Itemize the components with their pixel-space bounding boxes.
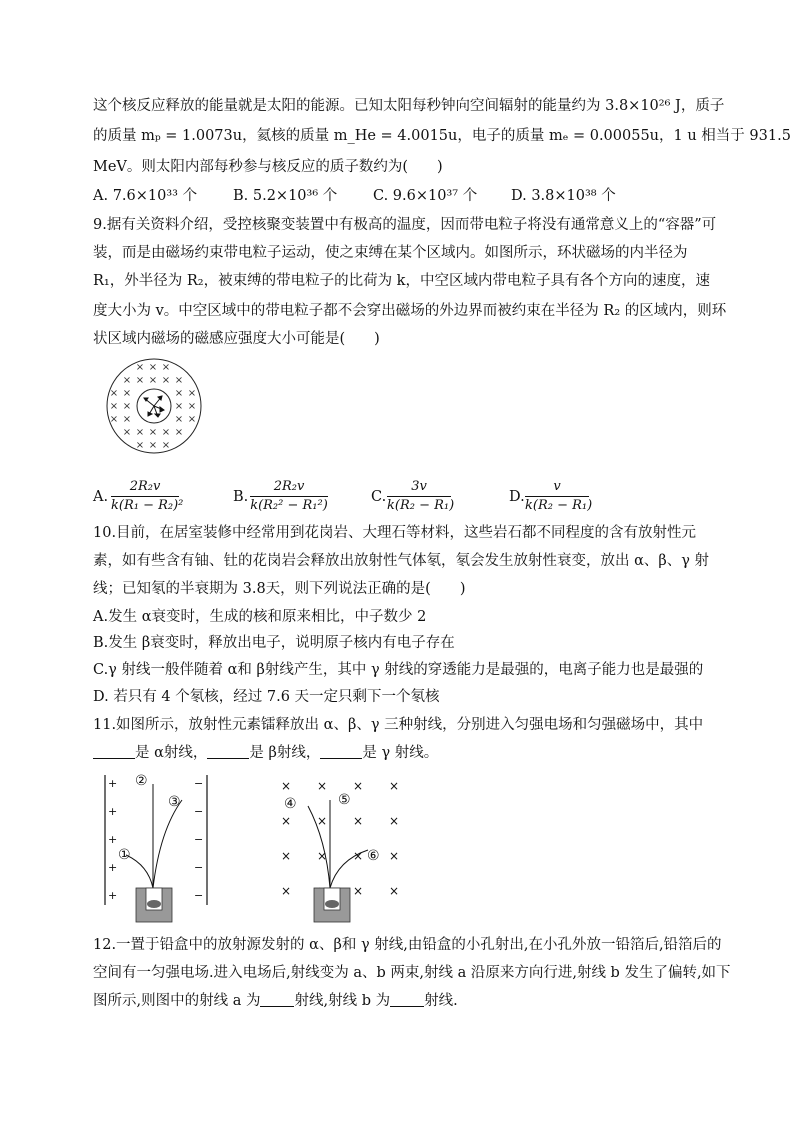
q8-line-3: MeV。则太阳内部每秒参与核反应的质子数约为( ) bbox=[93, 159, 443, 175]
q8-option-b[interactable]: B. 5.2×10³⁶ 个 bbox=[233, 188, 338, 204]
field-cross-mark: × bbox=[122, 375, 132, 386]
q12-seg-2: 射线,射线 b 为 bbox=[294, 993, 391, 1009]
plus-sign: + bbox=[108, 861, 118, 874]
minus-sign: − bbox=[194, 889, 204, 902]
q12-blank-a[interactable] bbox=[260, 992, 294, 1007]
ray-label-4: ④ bbox=[284, 796, 297, 812]
field-cross-mark: × bbox=[135, 375, 145, 386]
q9-line-1: 9.据有关资料介绍，受控核聚变装置中有极高的温度，因而带电粒子将没有通常意义上的“容器”可 bbox=[93, 217, 717, 233]
field-cross-mark: × bbox=[187, 388, 197, 399]
q9-option-a-denominator: k(R₁ − R₂)² bbox=[111, 498, 184, 513]
field-cross-mark: × bbox=[280, 849, 292, 863]
field-cross-mark: × bbox=[187, 414, 197, 425]
field-cross-mark: × bbox=[174, 427, 184, 438]
field-cross-mark: × bbox=[352, 779, 364, 793]
lead-box bbox=[136, 888, 172, 922]
q8-line-1: 这个核反应释放的能量就是太阳的能源。已知太阳每秒钟向空间辐射的能量约为 3.8×10²⁶ J，质子 bbox=[93, 98, 725, 114]
field-cross-mark: × bbox=[352, 849, 364, 863]
field-cross-mark: × bbox=[135, 427, 145, 438]
q9-magnetic-ring-figure bbox=[104, 356, 204, 456]
plus-sign: + bbox=[108, 833, 118, 846]
field-cross-mark: × bbox=[109, 388, 119, 399]
plus-sign: + bbox=[108, 777, 118, 790]
field-cross-mark: × bbox=[161, 427, 171, 438]
field-cross-mark: × bbox=[174, 388, 184, 399]
minus-sign: − bbox=[194, 777, 204, 790]
field-cross-mark: × bbox=[280, 814, 292, 828]
q9-option-c-denominator: k(R₂ − R₁) bbox=[387, 498, 455, 513]
q9-line-4: 度大小为 v。中空区域中的带电粒子都不会穿出磁场的外边界而被约束在半径为 R₂ 的区域内，则环 bbox=[93, 303, 727, 319]
q9-option-a-numerator: 2R₂v bbox=[129, 479, 161, 494]
field-cross-mark: × bbox=[122, 388, 132, 399]
q9-option-c-numerator: 3v bbox=[411, 479, 427, 494]
field-cross-mark: × bbox=[174, 375, 184, 386]
plus-sign: + bbox=[108, 805, 118, 818]
minus-sign: − bbox=[194, 805, 204, 818]
q10-line-3: 线；已知氡的半衰期为 3.8天，则下列说法正确的是( ) bbox=[93, 581, 466, 597]
field-cross-mark: × bbox=[316, 849, 328, 863]
q11-blank-alpha[interactable] bbox=[93, 744, 135, 759]
field-cross-mark: × bbox=[148, 362, 158, 373]
field-cross-mark: × bbox=[161, 362, 171, 373]
q9-option-a-fraction bbox=[111, 478, 184, 515]
q9-option-b-numerator: 2R₂v bbox=[273, 479, 305, 494]
field-cross-mark: × bbox=[148, 440, 158, 451]
minus-sign: − bbox=[194, 861, 204, 874]
q9-option-b-denominator: k(R₂² − R₁²) bbox=[250, 498, 328, 513]
field-cross-mark: × bbox=[352, 814, 364, 828]
q12-line-3 bbox=[93, 992, 458, 1010]
field-cross-mark: × bbox=[388, 779, 400, 793]
field-cross-mark: × bbox=[280, 884, 292, 898]
q11-blank-beta[interactable] bbox=[207, 744, 249, 759]
q9-option-b-label[interactable]: B. bbox=[233, 489, 249, 505]
q9-option-d-numerator: v bbox=[553, 479, 561, 494]
q9-option-d-fraction bbox=[525, 478, 593, 515]
field-cross-mark: × bbox=[174, 401, 184, 412]
q9-line-2: 装，而是由磁场约束带电粒子运动，使之束缚在某个区域内。如图所示，环状磁场的内半径为 bbox=[93, 245, 688, 261]
field-cross-mark: × bbox=[109, 414, 119, 425]
field-cross-mark: × bbox=[316, 779, 328, 793]
q12-line-2: 空间有一匀强电场.进入电场后,射线变为 a、b 两束,射线 a 沿原来方向行进,射线 b 发生了偏转,如下 bbox=[93, 965, 731, 981]
q9-option-d-denominator: k(R₂ − R₁) bbox=[525, 498, 593, 513]
field-cross-mark: × bbox=[122, 401, 132, 412]
q11-seg-a: 是 α射线， bbox=[135, 745, 208, 761]
minus-sign: − bbox=[194, 833, 204, 846]
field-cross-mark: × bbox=[161, 375, 171, 386]
field-cross-mark: × bbox=[148, 375, 158, 386]
q9-options bbox=[93, 478, 713, 518]
field-cross-mark: × bbox=[122, 414, 132, 425]
field-cross-mark: × bbox=[135, 440, 145, 451]
field-cross-mark: × bbox=[135, 362, 145, 373]
field-cross-mark: × bbox=[388, 849, 400, 863]
ray-label-1: ① bbox=[118, 847, 131, 863]
ray-label-5: ⑤ bbox=[338, 792, 351, 808]
field-cross-mark: × bbox=[352, 884, 364, 898]
q9-option-a-label[interactable]: A. bbox=[93, 489, 109, 505]
q11-seg-b: 是 β射线， bbox=[249, 745, 321, 761]
field-cross-mark: × bbox=[109, 401, 119, 412]
q12-seg-3: 射线. bbox=[424, 993, 458, 1009]
field-cross-mark: × bbox=[187, 401, 197, 412]
q11-line-1: 11.如图所示，放射性元素镭释放出 α、β、γ 三种射线，分别进入匀强电场和匀强磁场中，其中 bbox=[93, 717, 704, 733]
q10-line-2: 素，如有些含有铀、钍的花岗岩会释放出放射性气体氡，氡会发生放射性衰变，放出 α、β、γ 射 bbox=[93, 553, 710, 569]
q12-line-1: 12.一置于铅盒中的放射源发射的 α、β和 γ 射线,由铅盒的小孔射出,在小孔外放一铅箔后,铅箔后的 bbox=[93, 937, 722, 953]
q11-blank-gamma[interactable] bbox=[320, 744, 362, 759]
ray-label-3: ③ bbox=[168, 794, 181, 810]
q12-seg-1: 图所示,则图中的射线 a 为 bbox=[93, 993, 261, 1009]
field-cross-mark: × bbox=[122, 427, 132, 438]
plus-sign: + bbox=[108, 889, 118, 902]
field-cross-mark: × bbox=[388, 884, 400, 898]
q9-option-c-label[interactable]: C. bbox=[371, 489, 387, 505]
field-cross-mark: × bbox=[161, 440, 171, 451]
q8-line-2: 的质量 mₚ = 1.0073u，氦核的质量 m_He = 4.0015u，电子的质量 mₑ = 0.00055u，1 u 相当于 931.5 bbox=[93, 128, 791, 144]
q9-line-5: 状区域内磁场的磁感应强度大小可能是( ) bbox=[93, 331, 380, 347]
q10-option-c[interactable]: C.γ 射线一般伴随着 α和 β射线产生，其中 γ 射线的穿透能力是最强的，电离子能力也是最强的 bbox=[93, 662, 704, 678]
q9-option-c-fraction bbox=[387, 478, 455, 515]
q10-line-1: 10.目前，在居室装修中经常用到花岗岩、大理石等材料，这些岩石都不同程度的含有放射性元 bbox=[93, 525, 697, 541]
q11-electric-field-figure bbox=[98, 770, 228, 930]
q9-line-3: R₁，外半径为 R₂，被束缚的带电粒子的比荷为 k，中空区域内带电粒子具有各个方向的速度，速 bbox=[93, 273, 710, 289]
q11-seg-c: 是 γ 射线。 bbox=[362, 745, 439, 761]
field-cross-mark: × bbox=[316, 814, 328, 828]
field-cross-mark: × bbox=[148, 427, 158, 438]
ray-label-2: ② bbox=[135, 773, 148, 789]
field-cross-mark: × bbox=[388, 814, 400, 828]
q10-option-a[interactable]: A.发生 α衰变时，生成的核和原来相比，中子数少 2 bbox=[93, 609, 427, 625]
q8-option-c[interactable]: C. 9.6×10³⁷ 个 bbox=[373, 188, 478, 204]
q9-option-d-label[interactable]: D. bbox=[509, 489, 525, 505]
q9-option-b-fraction bbox=[250, 478, 328, 515]
ray-label-6: ⑥ bbox=[367, 848, 380, 864]
lead-box bbox=[314, 888, 350, 922]
q10-option-d[interactable]: D. 若只有 4 个氡核，经过 7.6 天一定只剩下一个氡核 bbox=[93, 689, 440, 705]
q10-option-b[interactable]: B.发生 β衰变时，释放出电子，说明原子核内有电子存在 bbox=[93, 635, 455, 651]
field-cross-mark: × bbox=[174, 414, 184, 425]
field-cross-mark: × bbox=[280, 779, 292, 793]
q11-magnetic-field-figure bbox=[270, 770, 410, 930]
q12-blank-b[interactable] bbox=[390, 992, 424, 1007]
q8-option-a[interactable]: A. 7.6×10³³ 个 bbox=[93, 188, 198, 204]
q11-line-2 bbox=[93, 744, 438, 762]
q8-option-d[interactable]: D. 3.8×10³⁸ 个 bbox=[511, 188, 616, 204]
